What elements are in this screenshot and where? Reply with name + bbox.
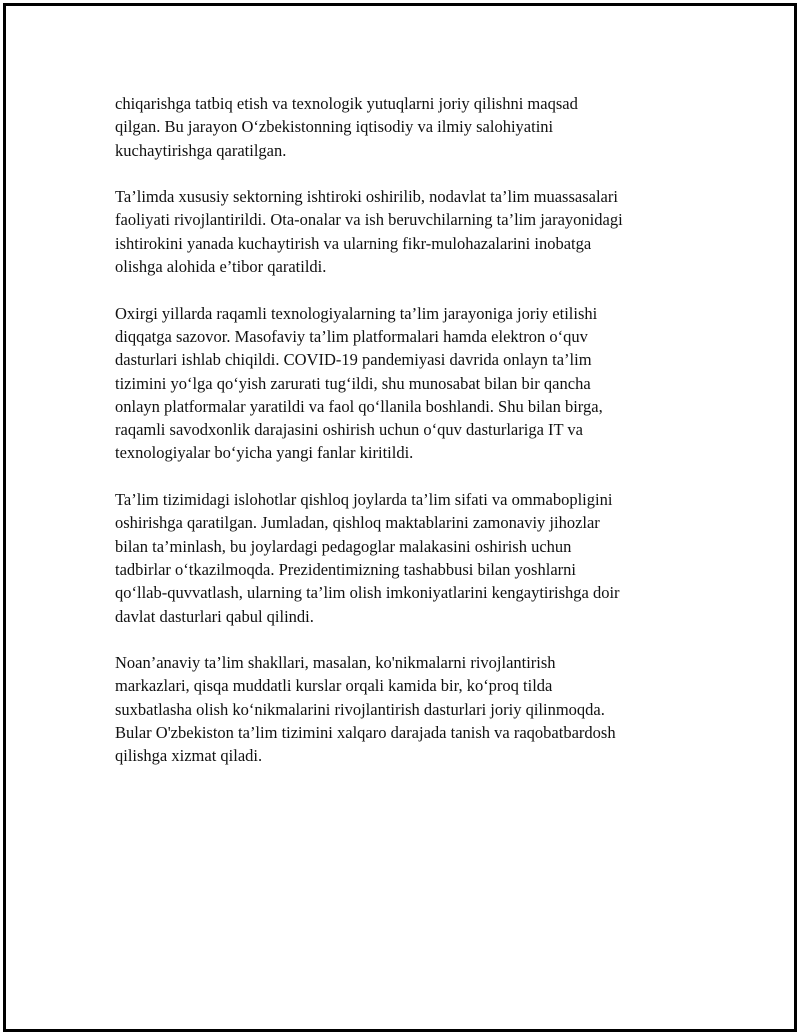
text-line: oshirishga qaratilgan. Jumladan, qishloq maktablarini zamonaviy jihozlar (115, 513, 600, 533)
text-line: markazlari, qisqa muddatli kurslar orqali kamida bir, ko‘proq tilda (115, 676, 553, 696)
text-line: kuchaytirishga qaratilgan. (115, 140, 287, 160)
text-line: diqqatga sazovor. Masofaviy ta’lim platformalari hamda elektron o‘quv (115, 326, 588, 346)
text-line: raqamli savodxonlik darajasini oshirish uchun o‘quv dasturlariga IT va (115, 420, 584, 440)
text-line: ishtirokini yanada kuchaytirish va ularning fikr-mulohazalarini inobatga (115, 233, 592, 253)
text-line: Bular O'zbekiston ta’lim tizimini xalqaro darajada tanish va raqobatbardosh (115, 723, 616, 743)
text-line: tadbirlar o‘tkazilmoqda. Prezidentimizning tashabbusi bilan yoshlarni (115, 559, 576, 579)
text-line: Ta’limda xususiy sektorning ishtiroki oshirilib, nodavlat ta’lim muassasalari (115, 187, 618, 207)
text-line: qilishga xizmat qiladi. (115, 746, 263, 766)
text-line: chiqarishga tatbiq etish va texnologik yutuqlarni joriy qilishni maqsad (115, 94, 578, 113)
text-line: Oxirgi yillarda raqamli texnologiyalarning ta’lim jarayoniga joriy etilishi (115, 303, 598, 323)
text-line: davlat dasturlari qabul qilindi. (115, 606, 314, 626)
text-line: tizimini yo‘lga qo‘yish zarurati tug‘ildi, shu munosabat bilan bir qancha (115, 373, 591, 393)
text-line: olishga alohida e’tibor qaratildi. (115, 257, 327, 277)
paragraph-1 (115, 92, 705, 162)
paragraph-4 (115, 488, 705, 628)
paragraph-2 (115, 185, 705, 278)
text-line: faoliyati rivojlantirildi. Ota-onalar va ish beruvchilarning ta’lim jarayonidagi (115, 210, 623, 230)
text-line: bilan ta’minlash, bu joylardagi pedagoglar malakasini oshirish uchun (115, 536, 572, 556)
text-line: Noan’anaviy ta’lim shakllari, masalan, ko'nikmalarni rivojlantirish (115, 653, 556, 673)
document-body (115, 92, 705, 791)
text-line: onlayn platformalar yaratildi va faol qo‘llanila boshlandi. Shu bilan birga, (115, 396, 603, 416)
paragraph-3 (115, 302, 705, 465)
text-line: texnologiyalar bo‘yicha yangi fanlar kiritildi. (115, 443, 414, 463)
text-line: suxbatlasha olish ko‘nikmalarini rivojlantirish dasturlari joriy qilinmoqda. (115, 699, 605, 719)
text-line: Ta’lim tizimidagi islohotlar qishloq joylarda ta’lim sifati va ommabopligini (115, 490, 613, 510)
text-line: dasturlari ishlab chiqildi. COVID-19 pandemiyasi davrida onlayn ta’lim (115, 350, 592, 370)
paragraph-5 (115, 651, 705, 767)
text-line: qilgan. Bu jarayon O‘zbekistonning iqtisodiy va ilmiy salohiyatini (115, 117, 554, 137)
text-line: qo‘llab-quvvatlash, ularning ta’lim olish imkoniyatlarini kengaytirishga doir (115, 583, 620, 603)
